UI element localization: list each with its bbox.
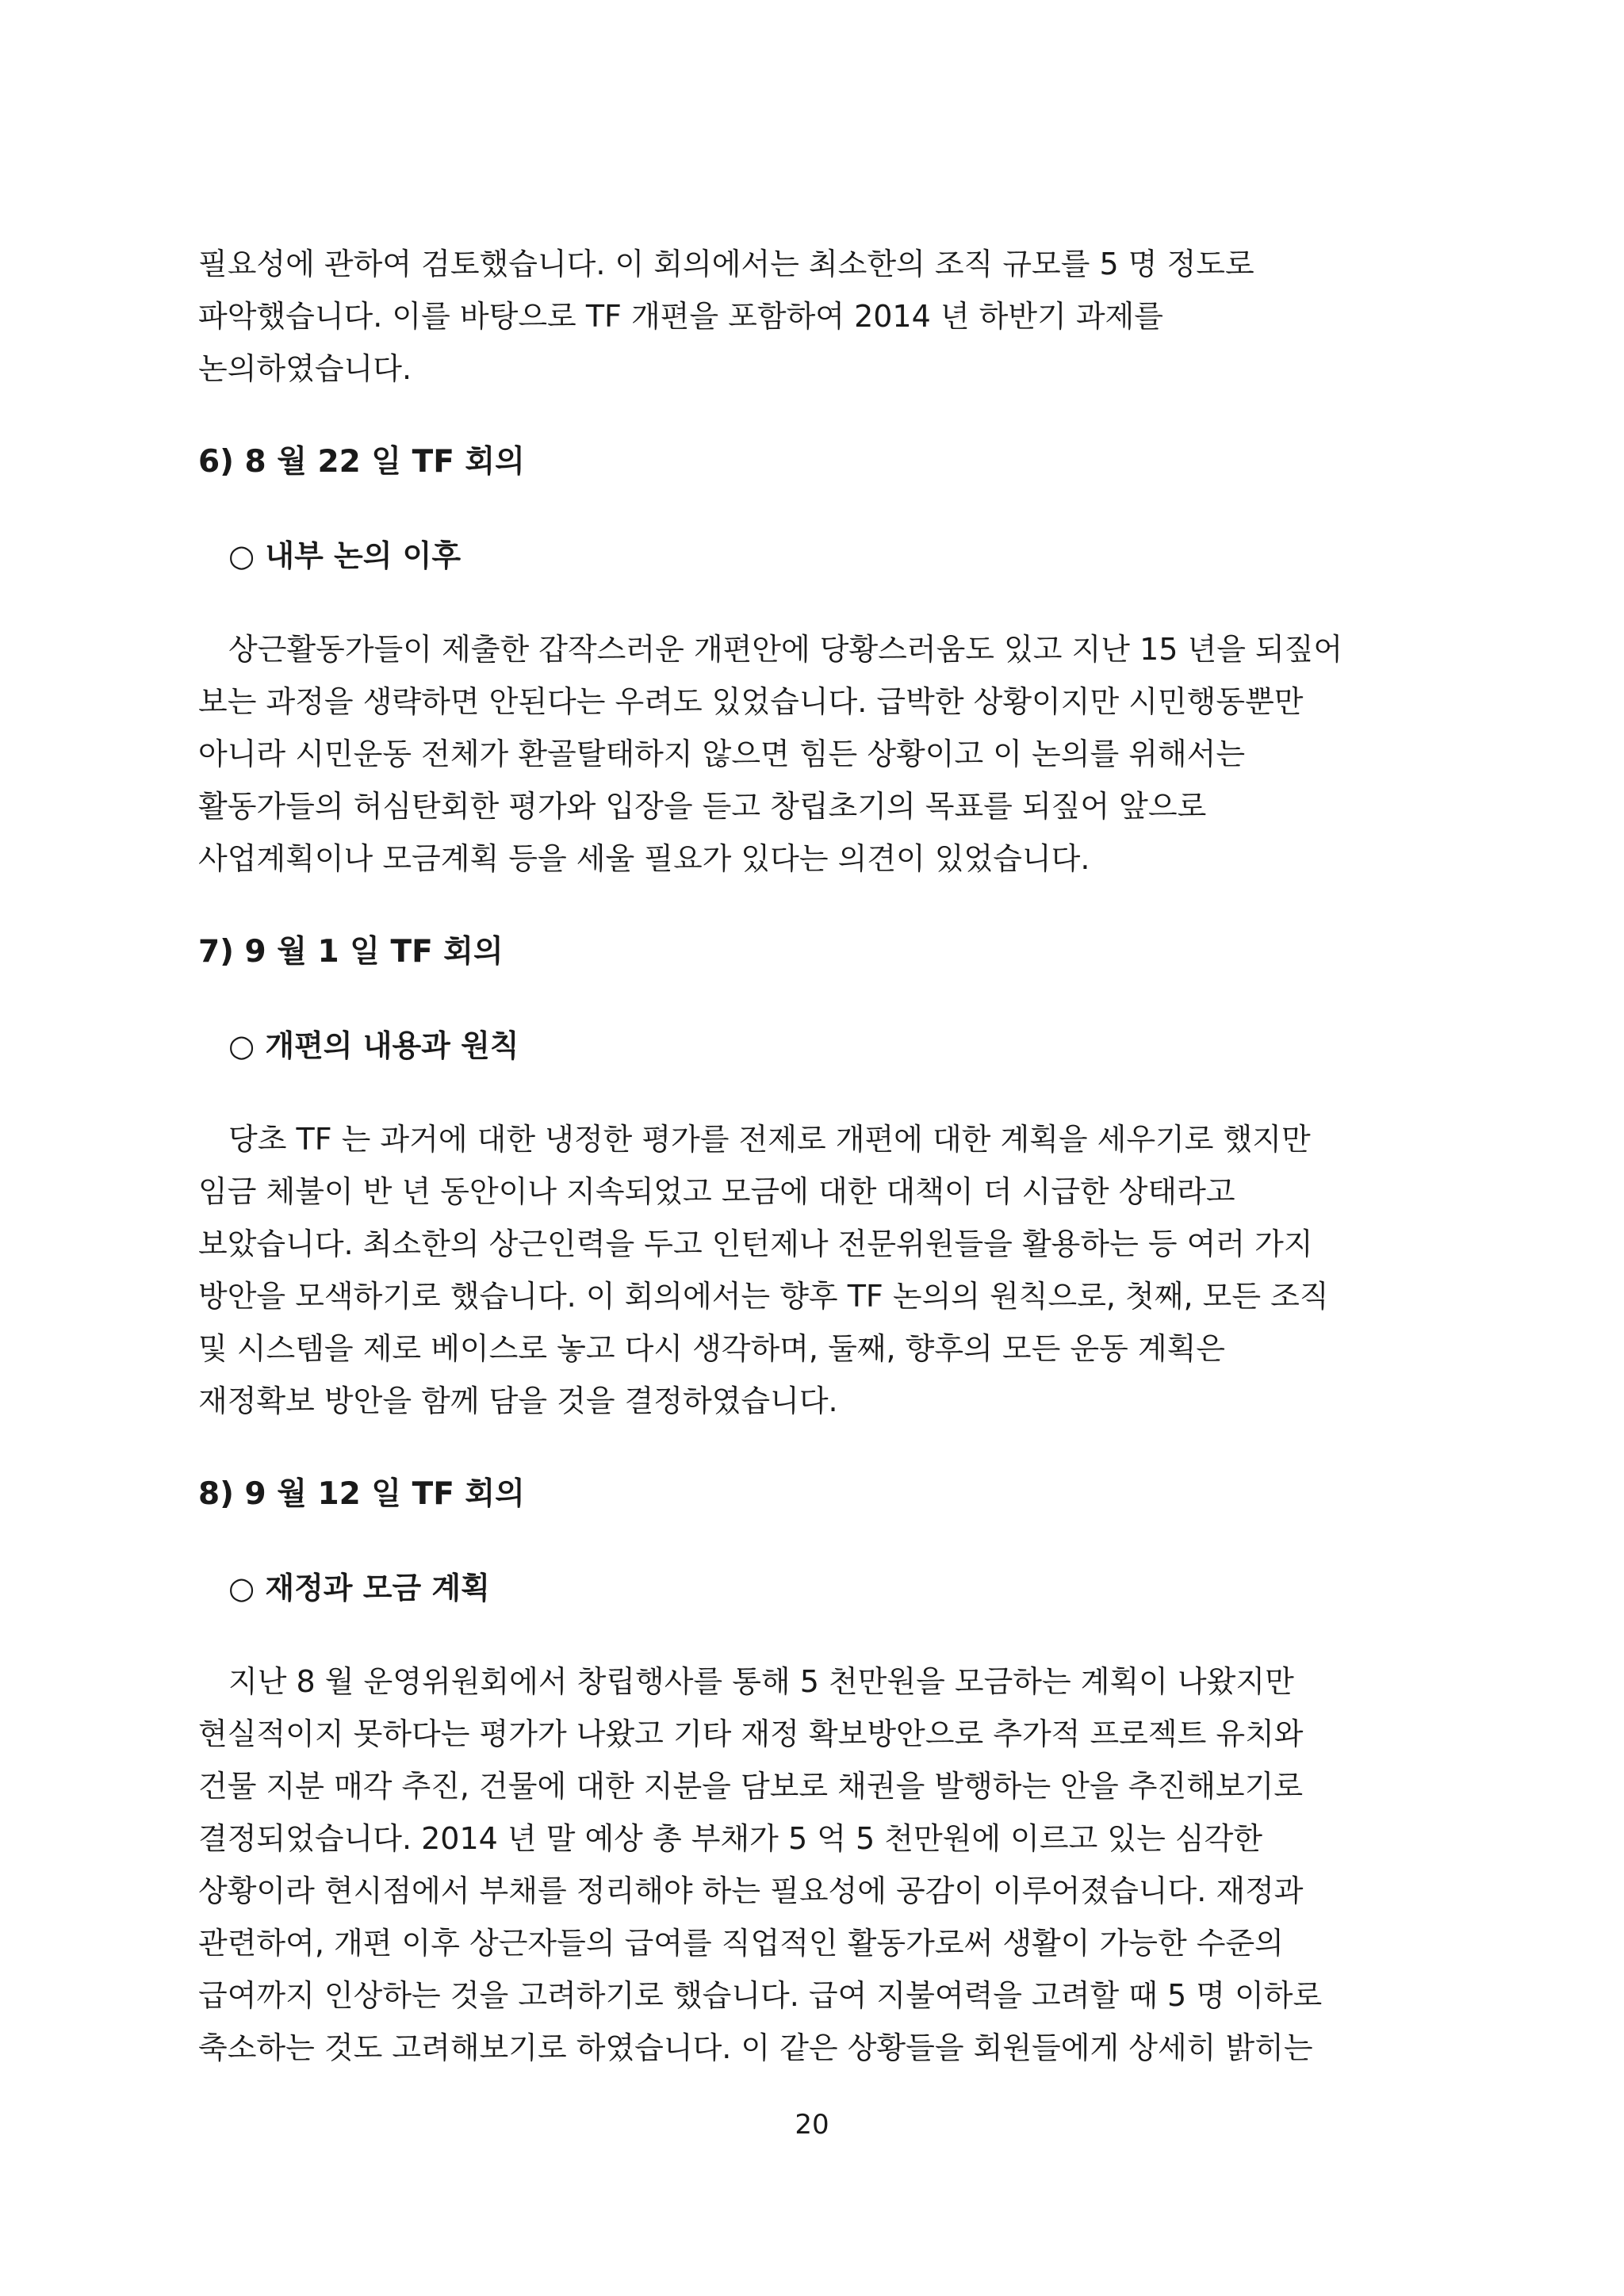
section-heading: 6) 8 월 22 일 TF 회의 <box>198 444 525 480</box>
section-subheading: ○ 재정과 모금 계획 <box>228 1571 490 1605</box>
section-subheading: ○ 개편의 내용과 원칙 <box>228 1028 519 1063</box>
paragraph-line: 당초 TF 는 과거에 대한 냉정한 평가를 전제로 개편에 대한 계획을 세우기로 했지만 <box>228 1122 1311 1157</box>
paragraph-line: 상황이라 현시점에서 부채를 정리해야 하는 필요성에 공감이 이루어졌습니다. 재정과 <box>198 1873 1304 1908</box>
paragraph-line: 보았습니다. 최소한의 상근인력을 두고 인턴제나 전문위원들을 활용하는 등 여러 가지 <box>198 1226 1313 1261</box>
section-paragraph <box>198 1113 1435 1427</box>
paragraph-line: 결정되었습니다. 2014 년 말 예상 총 부채가 5 억 5 천만원에 이르고 있는 심각한 <box>198 1821 1262 1856</box>
intro-paragraph <box>198 238 1435 395</box>
paragraph-line: 재정확보 방안을 함께 담을 것을 결정하였습니다. <box>198 1383 838 1418</box>
section-paragraph <box>198 1655 1435 2074</box>
paragraph-line: 파악했습니다. 이를 바탕으로 TF 개편을 포함하여 2014 년 하반기 과제를 <box>198 299 1163 334</box>
section-subheading: ○ 내부 논의 이후 <box>228 538 462 573</box>
paragraph-line: 방안을 모색하기로 했습니다. 이 회의에서는 향후 TF 논의의 원칙으로, 첫째, 모든 조직 <box>198 1279 1329 1314</box>
paragraph-line: 건물 지분 매각 추진, 건물에 대한 지분을 담보로 채권을 발행하는 안을 추진해보기로 <box>198 1769 1304 1804</box>
paragraph-line: 상근활동가들이 제출한 갑작스러운 개편안에 당황스러움도 있고 지난 15 년을 되짚어 <box>228 632 1343 667</box>
paragraph-line: 및 시스템을 제로 베이스로 놓고 다시 생각하며, 둘째, 향후의 모든 운동 계획은 <box>198 1331 1225 1366</box>
paragraph-line: 지난 8 월 운영위원회에서 창립행사를 통해 5 천만원을 모금하는 계획이 나왔지만 <box>228 1664 1294 1699</box>
section-paragraph <box>198 623 1435 885</box>
page-number: 20 <box>795 2109 829 2141</box>
paragraph-line: 논의하였습니다. <box>198 351 412 386</box>
paragraph-line: 축소하는 것도 고려해보기로 하였습니다. 이 같은 상황들을 회원들에게 상세히 밝히는 <box>198 2030 1313 2065</box>
document-body <box>198 238 1435 2074</box>
paragraph-line: 관련하여, 개편 이후 상근자들의 급여를 직업적인 활동가로써 생활이 가능한 수준의 <box>198 1926 1284 1961</box>
paragraph-line: 보는 과정을 생략하면 안된다는 우려도 있었습니다. 급박한 상황이지만 시민행동뿐만 <box>198 684 1304 719</box>
paragraph-line: 아니라 시민운동 전체가 환골탈태하지 않으면 힘든 상황이고 이 논의를 위해서는 <box>198 737 1246 771</box>
paragraph-line: 급여까지 인상하는 것을 고려하기로 했습니다. 급여 지불여력을 고려할 때 5 명 이하로 <box>198 1978 1323 2013</box>
section-heading: 8) 9 월 12 일 TF 회의 <box>198 1476 525 1512</box>
section-6 <box>198 436 1435 885</box>
paragraph-line: 필요성에 관하여 검토했습니다. 이 회의에서는 최소한의 조직 규모를 5 명 정도로 <box>198 247 1254 281</box>
paragraph-line: 임금 체불이 반 년 동안이나 지속되었고 모금에 대한 대책이 더 시급한 상태라고 <box>198 1174 1235 1209</box>
section-7 <box>198 926 1435 1427</box>
section-heading: 7) 9 월 1 일 TF 회의 <box>198 934 504 970</box>
paragraph-line: 사업계획이나 모금계획 등을 세울 필요가 있다는 의견이 있었습니다. <box>198 841 1090 876</box>
paragraph-line: 현실적이지 못하다는 평가가 나왔고 기타 재정 확보방안으로 추가적 프로젝트 유치와 <box>198 1716 1304 1751</box>
section-8 <box>198 1468 1435 2074</box>
paragraph-line: 활동가들의 허심탄회한 평가와 입장을 듣고 창립초기의 목표를 되짚어 앞으로 <box>198 789 1207 824</box>
